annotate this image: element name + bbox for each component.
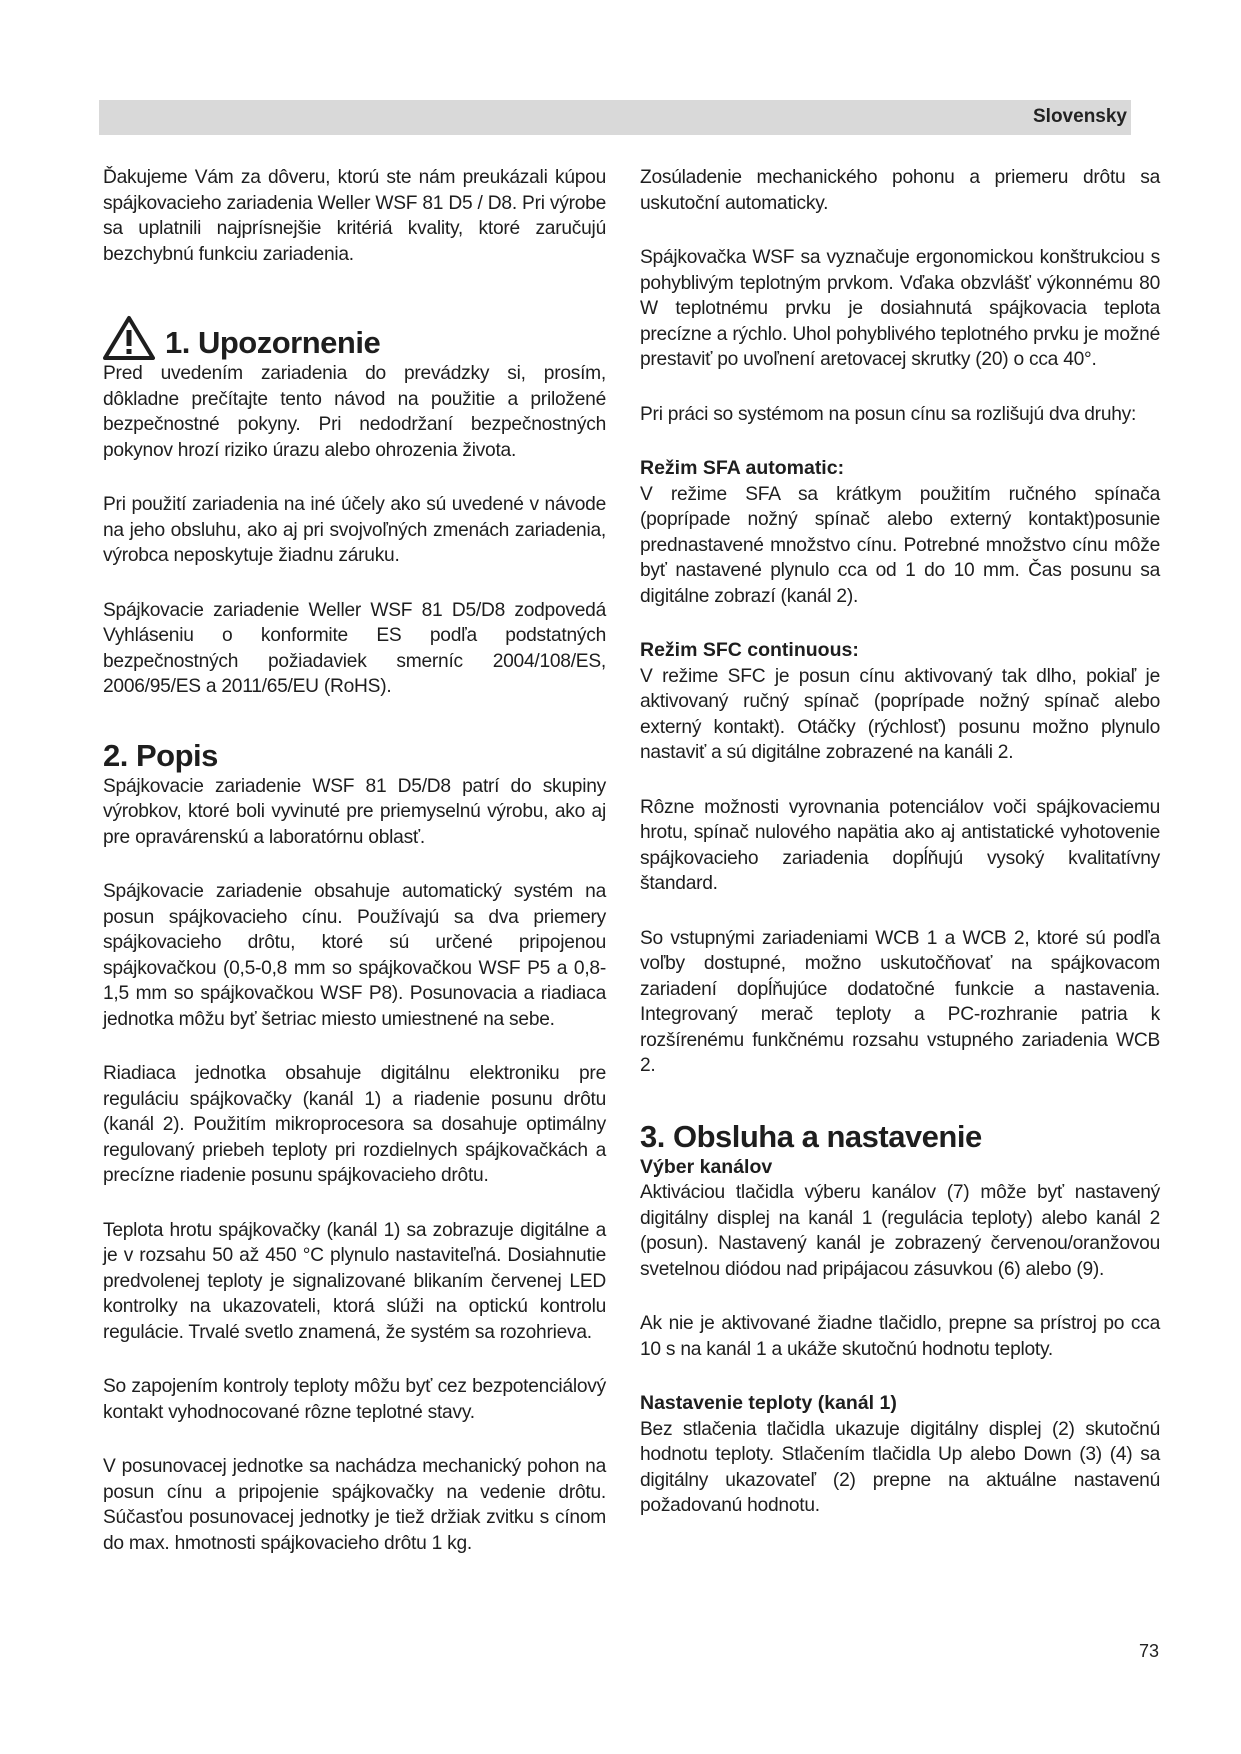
paragraph: Pri použití zariadenia na iné účely ako sú uvedené v návode na jeho obsluhu, ako aj pri svojvoľných zmenách zariadenia, výrobca neposkytuje žiadnu záruku.: [103, 494, 606, 566]
paragraph: Pred uvedením zariadenia do prevádzky si, prosím, dôkladne prečítajte tento návod na použitie a priložené bezpečnostné pokyny. Pri nedodržaní bezpečnostných pokynov hrozí riziko úrazu alebo ohrozenia života.: [103, 363, 606, 461]
paragraph: Spájkovacie zariadenie WSF 81 D5/D8 patrí do skupiny výrobkov, ktoré boli vyvinuté pre priemyselnú výrobu, ako aj pre opravárenskú a laboratórnu oblasť.: [103, 775, 606, 848]
right-column: [640, 165, 1160, 1519]
sfc-heading: Režim SFC continuous:: [640, 639, 859, 661]
paragraph: Pri práci so systémom na posun cínu sa rozlišujú dva druhy:: [640, 403, 1137, 425]
channel-select-heading: Výber kanálov: [640, 1155, 773, 1178]
paragraph: Spájkovačka WSF sa vyznačuje ergonomickou konštrukciou s pohyblivým teplotným prvkom. Vďaka obzvlášť výkonnému 80 W teplotnému prvku je dosiahnutá spájkovacia teplota precízne a rýchlo. Uhol pohyblivého teplotného prvku je možné prestaviť po uvoľnení aretovacej skrutky (20) o cca 40°.: [640, 247, 1160, 370]
paragraph: Spájkovacie zariadenie obsahuje automatický systém na posun spájkovacieho cínu. Používajú sa dva priemery spájkovacieho drôtu, ktoré sú určené pripojenou spájkovačkou (0,5-0,8 mm so spájkovačkou WSF P5 a 0,8-1,5 mm so spájkovačkou WSF P8). Posunovacia a riadiaca jednotka môžu byť šetriac miesto umiestnené na sebe.: [103, 881, 606, 1030]
paragraph: V posunovacej jednotke sa nachádza mechanický pohon na posun cínu a pripojenie spájkovačky na vedenie drôtu. Súčasťou posunovacej jednotky je tiež držiak zvitku s cínom do max. hmotnosti spájkovacieho drôtu 1 kg.: [103, 1456, 606, 1554]
paragraph: Spájkovacie zariadenie Weller WSF 81 D5/D8 zodpovedá Vyhláseniu o konformite ES podľa podstatných bezpečnostných požiadaviek smerníc 2004/108/ES, 2006/95/ES a 2011/65/EU (RoHS).: [103, 599, 606, 697]
section-1-heading: [103, 315, 606, 361]
section-1-title: 1. Upozornenie: [165, 325, 381, 360]
paragraph: Riadiaca jednotka obsahuje digitálnu elektroniku pre reguláciu spájkovačky (kanál 1) a riadenie posunu drôtu (kanál 2). Použitím mikroprocesora sa dosahuje optimálny regulovaný priebeh teploty pri rozdielnych spájkovačkách a precízne riadenie posunu spájkovacieho drôtu.: [103, 1063, 606, 1186]
paragraph: Rôzne možnosti vyrovnania potenciálov voči spájkovaciemu hrotu, spínač nulového napätia ako aj antistatické vyhotovenie spájkovacieho zariadenia dopĺňujú vysoký kvalitatívny štandard.: [640, 796, 1160, 894]
header-bar: [99, 100, 1131, 135]
sfa-heading: Režim SFA automatic:: [640, 457, 845, 479]
paragraph: V režime SFA sa krátkym použitím ručného spínača (poprípade nožný spínač alebo externý kontakt)posunie prednastavené množstvo cínu. Potrebné množstvo cínu môže byť nastavené plynulo cca od 1 do 10 mm. Čas posunu sa digitálne zobrazí (kanál 2).: [640, 483, 1160, 607]
paragraph: Bez stlačenia tlačidla ukazuje digitálny displej (2) skutočnú hodnotu teploty. Stlačením tlačidla Up alebo Down (3) (4) sa digitálny ukazovateľ (2) prepne na aktuálne nastavenú požadovanú hodnotu.: [640, 1418, 1160, 1516]
section-2-heading: [103, 738, 606, 774]
paragraph: So zapojením kontroly teploty môžu byť cez bezpotenciálový kontakt vyhodnocované rôzne teplotné stavy.: [103, 1376, 606, 1423]
temperature-setting-heading: Nastavenie teploty (kanál 1): [640, 1392, 897, 1414]
paragraph: Zosúladenie mechanického pohonu a priemeru drôtu sa uskutoční automaticky.: [640, 167, 1160, 214]
paragraph: V režime SFC je posun cínu aktivovaný tak dlho, pokiaľ je aktivovaný ručný spínač (poprípade nožný spínač alebo externý kontakt). Otáčky (rýchlosť) posunu možno plynulo nastaviť a sú digitálne zobrazené na kanáli 2.: [640, 665, 1160, 763]
page-number: 73: [1139, 1641, 1160, 1661]
section-3-heading: [640, 1119, 1160, 1155]
paragraph: Teplota hrotu spájkovačky (kanál 1) sa zobrazuje digitálne a je v rozsahu 50 až 450 °C plynulo nastaviteľná. Dosiahnutie predvolenej teploty je signalizované blikaním červenej LED kontrolky na ukazovateli, ktorá slúži na optickú kontrolu regulácie. Trvalé svetlo znamená, že systém sa rozohrieva.: [103, 1219, 606, 1343]
section-3-title: 3. Obsluha a nastavenie: [640, 1118, 982, 1154]
section-2-title: 2. Popis: [103, 737, 218, 773]
left-column: [103, 165, 606, 1556]
paragraph: Aktiváciou tlačidla výberu kanálov (7) môže byť nastavený digitálny displej na kanál 1 (regulácia teploty) alebo kanál 2 (posun). Nastavený kanál je zobrazený červenou/oranžovou svetelnou diódou nad pripájacou zásuvkou (6) alebo (9).: [640, 1182, 1160, 1280]
warning-icon: [103, 315, 155, 361]
paragraph: So vstupnými zariadeniami WCB 1 a WCB 2, ktoré sú podľa voľby dostupné, možno uskutočňovať na spájkovacom zariadení dopĺňujúce dodatočné funkcie a nastavenia. Integrovaný merač teploty a PC-rozhranie patria k rozšírenému funkčnému rozsahu vstupného zariadenia WCB 2.: [640, 927, 1160, 1076]
paragraph: Ak nie je aktivované žiadne tlačidlo, prepne sa prístroj po cca 10 s na kanál 1 a ukáže skutočnú hodnotu teploty.: [640, 1313, 1160, 1360]
intro-paragraph: Ďakujeme Vám za dôveru, ktorú ste nám preukázali kúpou spájkovacieho zariadenia Weller WSF 81 D5 / D8. Pri výrobe sa uplatnili najprísnejšie kritériá kvality, ktoré zaručujú bezchybnú funkciu zariadenia.: [103, 167, 606, 265]
language-label: Slovensky: [1033, 106, 1127, 127]
